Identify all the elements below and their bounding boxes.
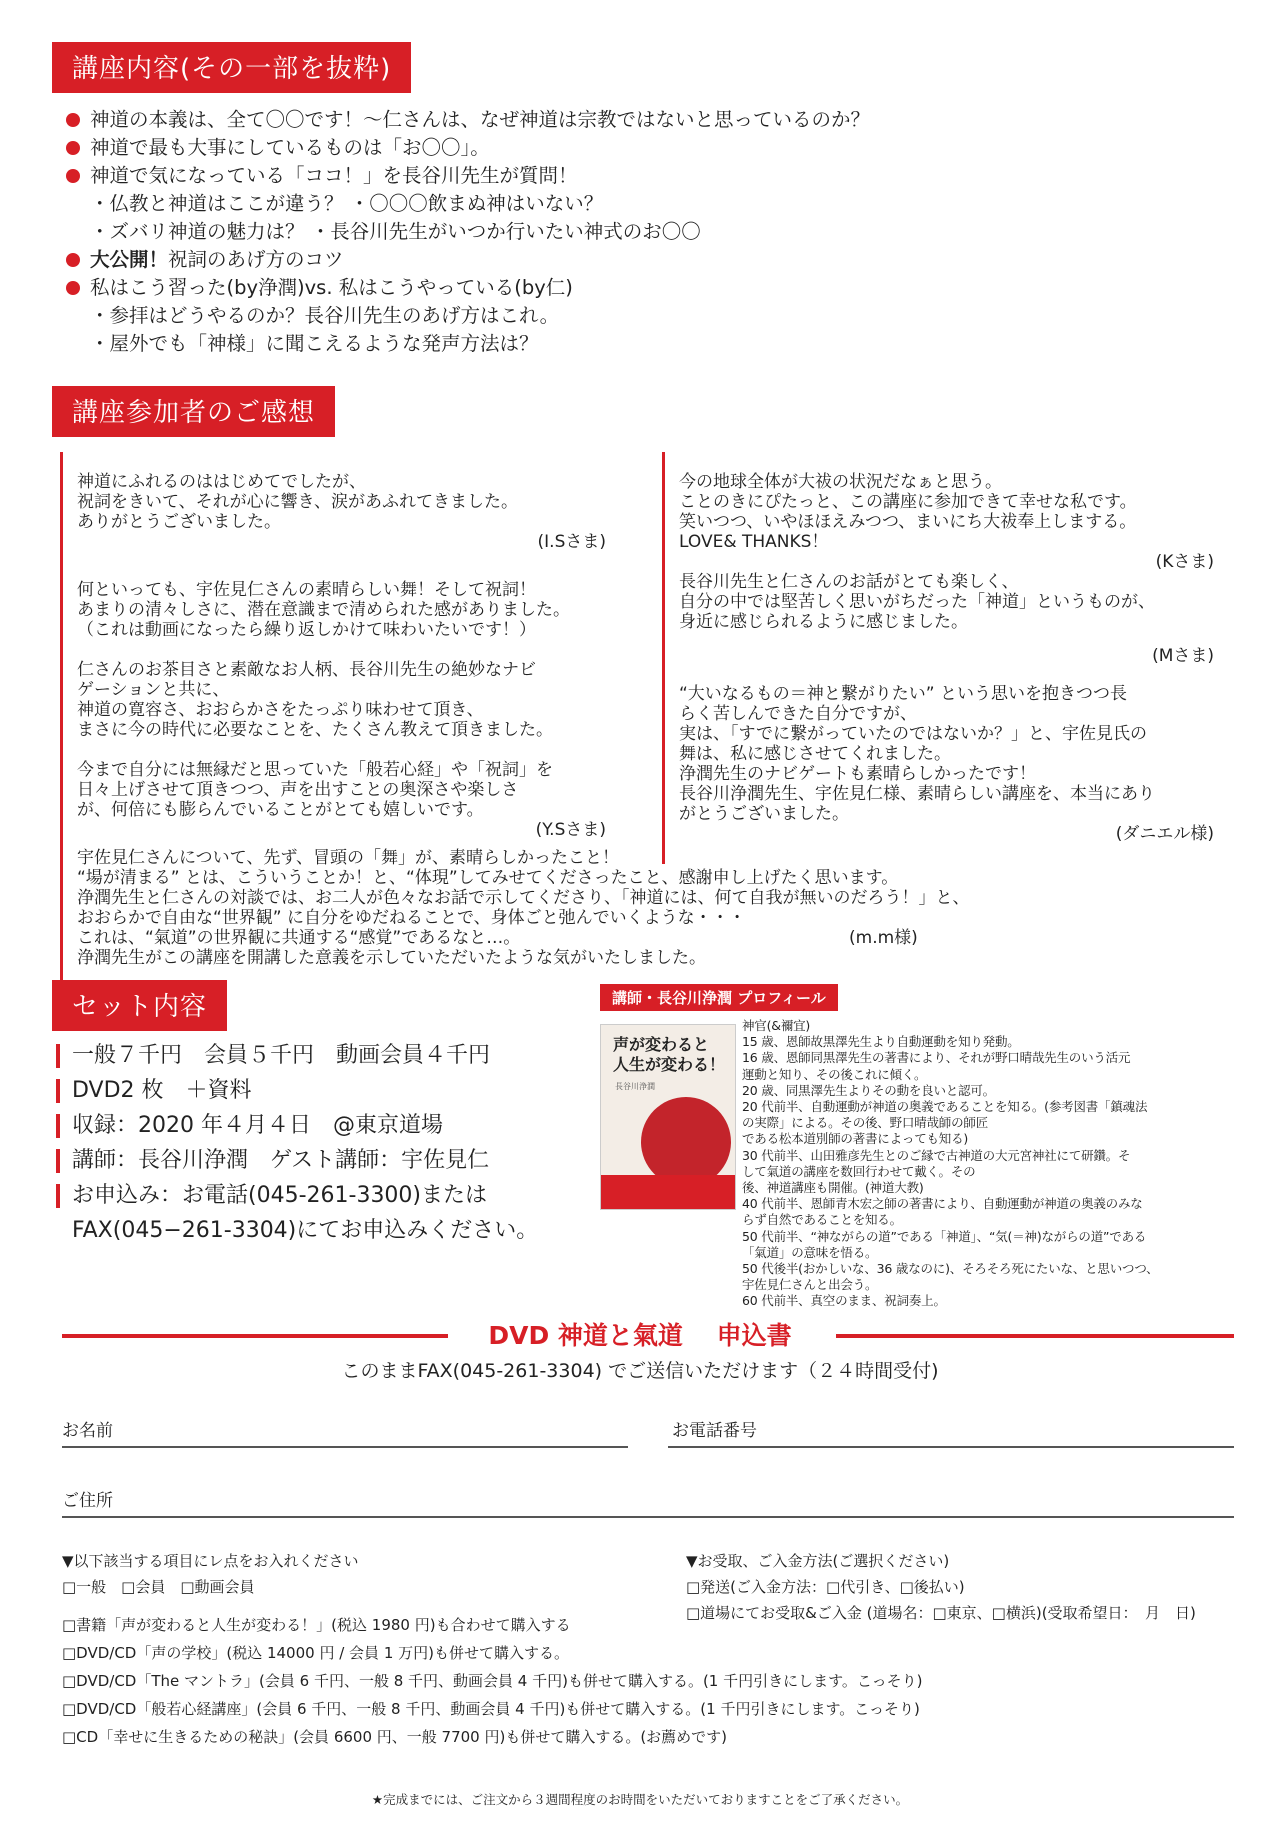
- set-line: [56, 1213, 538, 1248]
- course-item-emphasis: 大公開！: [90, 248, 169, 271]
- set-line-text: お申込み：お電話(045-261-3300)または: [72, 1183, 488, 1208]
- set-line-marker: [56, 1213, 72, 1248]
- member-options-heading: ▼以下該当する項目にレ点をお入れください: [62, 1552, 359, 1570]
- course-subitem: [62, 330, 1222, 358]
- course-subitem-text: ・ 参拝はどうやるのか？長谷川先生のあげ方はこれ。: [109, 304, 560, 327]
- course-subitem-text: ・ 屋外でも「神様」に聞こえるような発声方法は？: [109, 332, 539, 355]
- book-author: 長谷川浄潤: [615, 1082, 655, 1091]
- set-line-marker: [56, 1044, 60, 1068]
- course-item-text: [90, 106, 870, 134]
- order-subtitle: このままFAX(045-261-3304) でご送信いただけます（２４時間受付): [341, 1360, 939, 1382]
- course-subitem-text: ・ 仏教と神道はここが違う？ ・〇〇〇飲まぬ神はいない？: [109, 192, 604, 215]
- bullet-icon: [66, 113, 80, 127]
- course-subitem: [62, 190, 1222, 218]
- course-section-title: 講座内容(その一部を抜粋): [52, 42, 411, 93]
- extra-item[interactable]: □DVD/CD「The マントラ」(会員 6 千円、一般 8 千円、動画会員 4 千円)も併せて購入する。(1 千円引きにします。こっそり): [62, 1672, 923, 1690]
- course-item-body: 神道で最も大事にしているものは「お〇〇」。: [90, 136, 490, 159]
- set-line: [56, 1108, 538, 1143]
- course-item: [62, 134, 1222, 162]
- book-cover-band: [601, 1175, 736, 1210]
- course-list: [62, 106, 1222, 358]
- course-subitem-text: ・ ズバリ神道の魅力は？ ・長谷川先生がいつか行いたい神式のお〇〇: [109, 220, 701, 243]
- course-item-body: 神道の本義は、全て〇〇です！〜仁さんは、なぜ神道は宗教ではないと思っているのか？: [90, 108, 871, 131]
- set-line-text: 一般７千円 会員５千円 動画会員４千円: [72, 1043, 491, 1068]
- profile-text: 神官(&禰宜) 15 歳、恩師故黒澤先生より自動運動を知り発動。 16 歳、恩師同黒澤先生の著書により、それが野口晴哉先生のいう活元 運動と知り、その後これに傾く。 20 歳、同黒澤先生よりその動を良いと認可。 20 代前半、自動運動が神道の奥義であることを知る。(参考図書「鎮魂法 の実際」による。その後、野口晴哉師の師匠 である松本道別師の著書によっても知る) 30 代前半、山田雅彦先生とのご縁で古神道の大元宮神社にて研鑽。そ して氣道の講座を数回行わせて戴く。その 後、神道講座も開催。(神道大教) 40 代前半、恩師青木宏之師の著書により、自動運動が神道の奥義のみな らず自然であることを知る。 50 代前半、“神ながらの道”である「神道」、“気(＝神)ながらの道”である 「氣道」の意味を悟る。 50 代後半(おかしいな、36 歳なのに)、そろそろ死にたいな、と思いつつ、 宇佐見仁さんと出会う。 60 代前半、真空のまま、祝詞奏上。: [742, 1018, 1159, 1309]
- phone-field[interactable]: [668, 1446, 1234, 1448]
- order-title: DVD 神道と氣道 申込書: [488, 1321, 792, 1350]
- impressions-section-title: 講座参加者のご感想: [52, 386, 335, 437]
- footnote: ★完成までには、ご注文から３週間程度のお時間をいただいておりますことをご了承ください。: [371, 1792, 909, 1807]
- testimonial-text: 今の地球全体が大祓の状況だなぁと思う。 ことのきにぴたっと、この講座に参加できて幸せな私です。 笑いつつ、いやほほえみつつ、まいにち大祓奉上しまする。 LOVE& THANKS！: [679, 472, 1137, 552]
- set-section-title: セット内容: [52, 980, 227, 1031]
- name-field[interactable]: [62, 1446, 628, 1448]
- course-item-body: 神道で気になっている「ココ！」を長谷川先生が質問！: [90, 164, 578, 187]
- testimonial-author: (Mさま): [1152, 646, 1214, 666]
- name-label: お名前: [62, 1421, 113, 1441]
- testimonial-author: (I.Sさま): [537, 532, 606, 552]
- phone-label: お電話番号: [672, 1421, 757, 1441]
- course-item-text: [90, 246, 344, 274]
- testimonial-is: [60, 452, 616, 572]
- delivery-option-dojo[interactable]: □道場にてお受取&ご入金 (道場名：□東京、□横浜)(受取希望日： 月 日): [686, 1604, 1196, 1622]
- set-line: [56, 1178, 538, 1213]
- book-cover-image: [600, 1024, 736, 1210]
- extra-item[interactable]: □CD「幸せに生きるための秘訣」(会員 6600 円、一般 7700 円)も併せて購入する。(お薦めです): [62, 1728, 728, 1746]
- course-item-text: [90, 162, 578, 190]
- set-line: [56, 1143, 538, 1178]
- testimonial-ys: [60, 560, 616, 860]
- testimonial-author: (Y.Sさま): [535, 820, 606, 840]
- extra-item[interactable]: □DVD/CD「声の学校」(税込 14000 円 / 会員 1 万円)も併せて購入する。: [62, 1644, 569, 1662]
- extra-item[interactable]: □書籍「声が変わると人生が変わる！」(税込 1980 円)も合わせて購入する: [62, 1616, 571, 1634]
- testimonial-text: “大いなるもの＝神と繋がりたい” という思いを抱きつつ長 らく苦しんできた自分ですが、 実は、「すでに繋がっていたのではないか？」と、宇佐見氏の 舞は、私に感じさせてくれました。 浄潤先生のナビゲートも素晴らしかったです！ 長谷川浄潤先生、宇佐見仁様、素晴らしい講座を、本当にあり がとうございました。: [679, 684, 1155, 824]
- set-line-marker: [56, 1184, 60, 1208]
- address-label: ご住所: [62, 1491, 113, 1511]
- book-cover-circle: [641, 1097, 731, 1187]
- bullet-icon: [66, 141, 80, 155]
- testimonial-text: 宇佐見仁さんについて、先ず、冒頭の「舞」が、素晴らしかったこと！ “場が清まる” とは、こういうことか！と、“体現”してみせてくださったこと、感謝申し上げたく思います。 浄潤先生と仁さんの対談では、お二人が色々なお話で示してくださり、「神道には、何て自我が無いのだろう！」と、 おおらかで自由な“世界観” に自分をゆだねることで、身体ごと弛んでいくような・・・ これは、“氣道”の世界観に共通する“感覚”であるなと…。 浄潤先生がこの講座を開講した意義を示していただいたような気がいたしました。: [77, 848, 970, 968]
- course-subitem: [62, 218, 1222, 246]
- bullet-icon: [66, 253, 80, 267]
- set-line-marker: [56, 1079, 60, 1103]
- testimonial-author: (ダニエル様): [1115, 824, 1214, 844]
- set-line: [56, 1038, 538, 1073]
- set-line-text: 講師：長谷川浄潤 ゲスト講師：宇佐見仁: [72, 1148, 490, 1173]
- set-line-text: DVD2 枚 ＋資料: [72, 1078, 252, 1103]
- book-title: 声が変わると 人生が変わる！: [613, 1035, 726, 1074]
- course-item: [62, 106, 1222, 134]
- course-subitem: [62, 302, 1222, 330]
- course-item: [62, 274, 1222, 302]
- set-list: [56, 1038, 538, 1248]
- extra-item[interactable]: □DVD/CD「般若心経講座」(会員 6 千円、一般 8 千円、動画会員 4 千円)も併せて購入する。(1 千円引きにします。こっそり): [62, 1700, 920, 1718]
- testimonial-text: 長谷川先生と仁さんのお話がとても楽しく、 自分の中では堅苦しく思いがちだった「神道」というものが、 身近に感じられるように感じました。: [679, 572, 1155, 632]
- member-options[interactable]: □一般 □会員 □動画会員: [62, 1578, 255, 1596]
- set-line-marker: [56, 1149, 60, 1173]
- course-item: [62, 162, 1222, 190]
- profile-label: 講師・長谷川浄潤 プロフィール: [600, 984, 838, 1011]
- set-line-text: 収録：2020 年４月４日 @東京道場: [72, 1113, 443, 1138]
- course-item-body: 私はこう習った(by浄潤)vs. 私はこうやっている(by仁): [90, 276, 573, 299]
- address-field[interactable]: [62, 1516, 1234, 1518]
- testimonial-author: (m.m様): [849, 928, 918, 948]
- course-item: [62, 246, 1222, 274]
- testimonial-text: 神道にふれるのははじめてでしたが、 祝詞をきいて、それが心に響き、涙があふれてきました。 ありがとうございました。: [77, 472, 518, 532]
- testimonial-text: 何といっても、宇佐見仁さんの素晴らしい舞！そして祝詞！ あまりの清々しさに、潜在意識まで清められた感がありました。 （これは動画になったら繰り返しかけて味わいたいです！） 仁さんのお茶目さと素敵なお人柄、長谷川先生の絶妙なナビ ゲーションと共に、 神道の寛容さ、おおらかさをたっぷり味わせて頂き、 まさに今の時代に必要なことを、たくさん教えて頂きました。 今まで自分には無縁だと思っていた「般若心経」や「祝詞」を 日々上げさせて頂きつつ、声を出すことの奥深さや楽しさ が、何倍にも膨らんでいることがとても嬉しいです。: [77, 580, 570, 820]
- bullet-icon: [66, 169, 80, 183]
- bullet-icon: [66, 281, 80, 295]
- testimonial-mm: [60, 828, 1020, 988]
- course-item-text: [90, 134, 490, 162]
- set-line-text: FAX(045−261-3304)にてお申込みください。: [72, 1218, 539, 1243]
- delivery-option-ship[interactable]: □発送(ご入金方法：□代引き、□後払い): [686, 1578, 965, 1596]
- testimonial-author: (Kさま): [1155, 552, 1214, 572]
- set-line: [56, 1073, 538, 1108]
- delivery-options-heading: ▼お受取、ご入金方法(ご選択ください): [686, 1552, 950, 1570]
- course-item-text: [90, 274, 573, 302]
- course-item-body: 祝詞のあげ方のコツ: [168, 248, 344, 271]
- set-line-marker: [56, 1114, 60, 1138]
